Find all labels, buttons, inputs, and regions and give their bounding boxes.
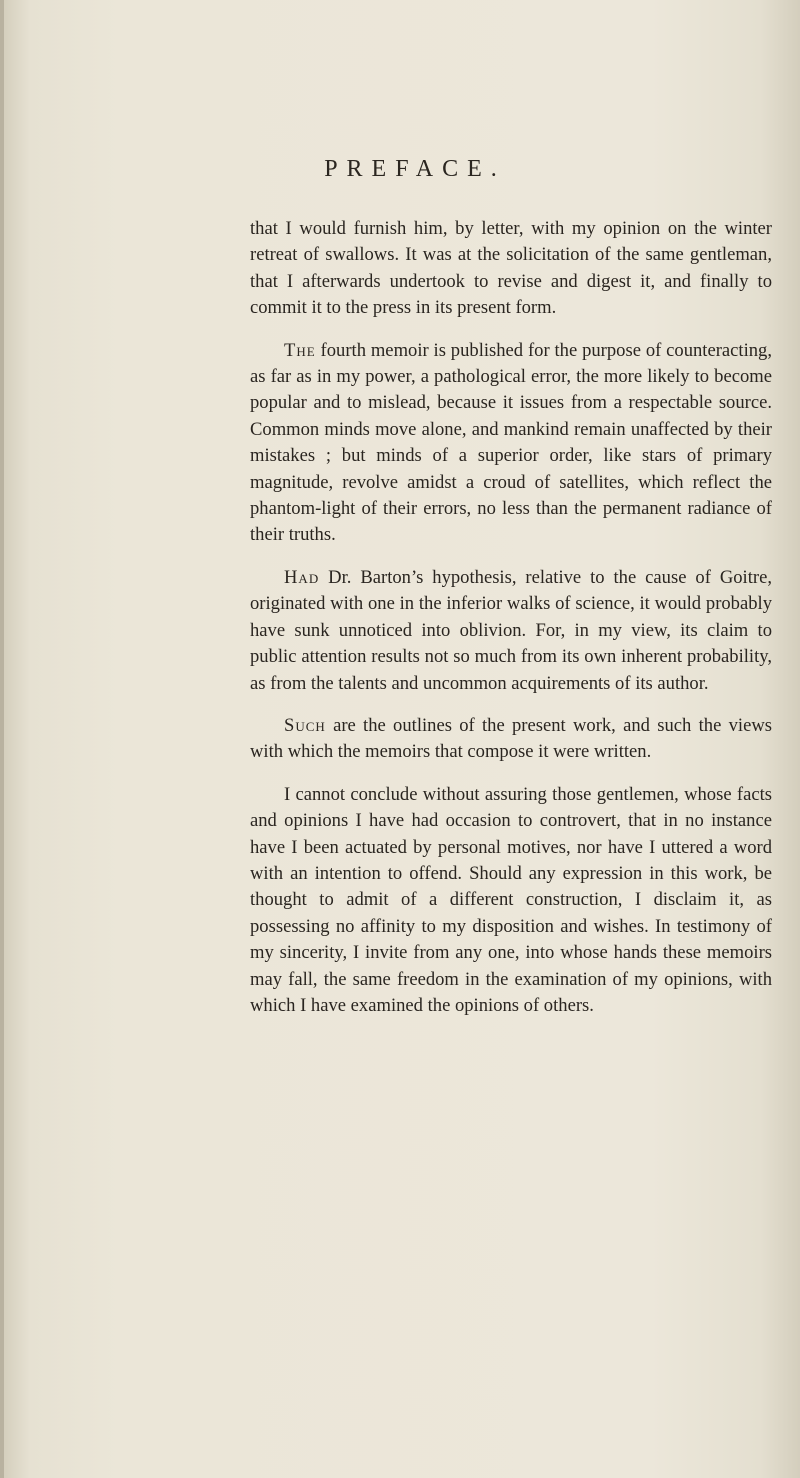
paragraph-3 — [250, 565, 772, 697]
paragraph-5-text: I cannot conclude without assuring those gentlemen, whose facts and opinions I have had occasion to controvert, that in no instance have I been actuated by personal motives, nor have I uttered a word with an intention to offend. Should any expression in this work, be thought to admit of a different construction, I disclaim it, as possessing no affinity to my disposition and wishes. In testimony of my sincerity, I invite from any one, into whose hands these memoirs may fall, the same freedom in the examination of my opinions, with which I have examined the opinions of others. — [250, 783, 772, 1016]
running-head: PREFACE. — [324, 156, 506, 182]
paragraph-4-lead: Such — [284, 714, 326, 736]
paragraph-2-text: fourth memoir is published for the purpose of counteracting, as far as in my power, a pathological error, the more likely to become popular and to mislead, because it issues from a respectable source. Common minds move alone, and mankind remain unaffected by their mistakes ; but minds of a superior order, like stars of primary magnitude, revolve amidst a croud of satellites, which reflect the phantom-light of their errors, no less than the permanent radiance of their truths. — [250, 339, 772, 546]
paragraph-1-text: that I would furnish him, by letter, with my opinion on the winter retreat of swallows. It was at the solicitation of the same gentleman, that I afterwards undertook to revise and digest it, and finally to commit it to the press in its present form. — [250, 218, 772, 319]
paragraph-2 — [250, 338, 772, 549]
paragraph-4-text: are the outlines of the present work, and such the views with which the memoirs that compose it were written. — [250, 714, 772, 763]
page-binding-edge — [0, 0, 4, 1478]
paragraph-1 — [250, 216, 772, 322]
body-text — [250, 216, 772, 1035]
paragraph-2-lead: The — [284, 339, 316, 361]
paragraph-3-text: Dr. Barton’s hypothesis, relative to the cause of Goitre, originated with one in the inferior walks of science, it would probably have sunk unnoticed into oblivion. For, in my view, its claim to public attention results not so much from its own inherent probability, as from the talents and uncommon acquirements of its author. — [250, 566, 772, 694]
paragraph-3-lead: Had — [284, 566, 320, 588]
paragraph-4 — [250, 713, 772, 766]
paragraph-5 — [250, 782, 772, 1020]
